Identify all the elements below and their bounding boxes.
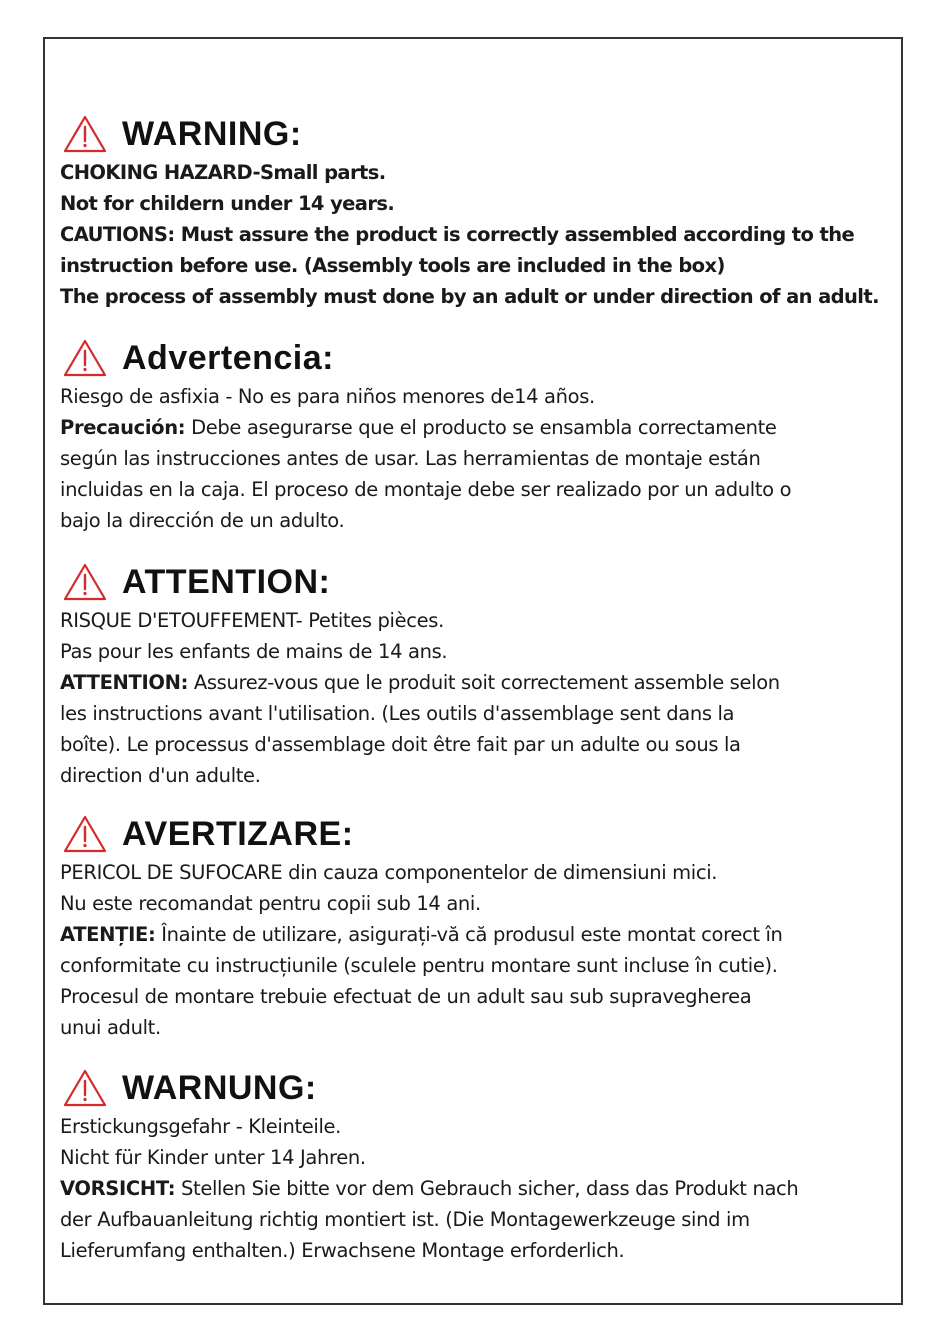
warning-triangle-icon bbox=[62, 338, 108, 378]
section-title: WARNING: bbox=[122, 114, 302, 153]
text-line: boîte). Le processus d'assemblage doit être fait par un adulte ou sous la bbox=[60, 733, 741, 756]
section-heading bbox=[60, 337, 900, 379]
warning-triangle-icon bbox=[62, 1068, 108, 1108]
section-title: WARNUNG: bbox=[122, 1068, 317, 1107]
text-line: Not for childern under 14 years. bbox=[60, 192, 395, 215]
section-heading bbox=[60, 113, 900, 155]
caution-text: Stellen Sie bitte vor dem Gebrauch sicher, dass das Produkt nach bbox=[175, 1177, 799, 1200]
caution-text: Debe asegurarse que el producto se ensambla correctamente bbox=[185, 416, 777, 439]
text-line: Nu este recomandat pentru copii sub 14 ani. bbox=[60, 892, 481, 915]
warning-section-english bbox=[60, 113, 900, 312]
text-line bbox=[60, 919, 900, 950]
warning-triangle-icon bbox=[62, 562, 108, 602]
text-line: les instructions avant l'utilisation. (Les outils d'assemblage sent dans la bbox=[60, 702, 735, 725]
warning-triangle-icon bbox=[62, 814, 108, 854]
caution-label: Precaución: bbox=[60, 416, 186, 439]
text-line: Nicht für Kinder unter 14 Jahren. bbox=[60, 1146, 366, 1169]
text-line: PERICOL DE SUFOCARE din cauza componentelor de dimensiuni mici. bbox=[60, 861, 718, 884]
text-line: RISQUE D'ETOUFFEMENT- Petites pièces. bbox=[60, 609, 444, 632]
text-line: instruction before use. (Assembly tools are included in the box) bbox=[60, 254, 725, 277]
text-line: CHOKING HAZARD-Small parts. bbox=[60, 161, 386, 184]
text-line: unui adult. bbox=[60, 1016, 161, 1039]
caution-label: VORSICHT: bbox=[60, 1177, 176, 1200]
text-line: The process of assembly must done by an adult or under direction of an adult. bbox=[60, 285, 879, 308]
warning-section-romanian bbox=[60, 813, 900, 1043]
warning-section-french bbox=[60, 561, 900, 791]
section-title: ATTENTION: bbox=[122, 562, 331, 601]
warning-section-german bbox=[60, 1067, 900, 1266]
text-line: der Aufbauanleitung richtig montiert ist. (Die Montagewerkzeuge sind im bbox=[60, 1208, 750, 1231]
section-heading bbox=[60, 561, 900, 603]
text-line: CAUTIONS: Must assure the product is correctly assembled according to the bbox=[60, 223, 855, 246]
warning-triangle-icon bbox=[62, 114, 108, 154]
text-line bbox=[60, 1173, 900, 1204]
text-line: según las instrucciones antes de usar. Las herramientas de montaje están bbox=[60, 447, 761, 470]
text-line bbox=[60, 667, 900, 698]
text-line: Pas pour les enfants de mains de 14 ans. bbox=[60, 640, 448, 663]
section-heading bbox=[60, 813, 900, 855]
text-line: Procesul de montare trebuie efectuat de un adult sau sub supravegherea bbox=[60, 985, 752, 1008]
text-line bbox=[60, 412, 900, 443]
text-line: incluidas en la caja. El proceso de montaje debe ser realizado por un adulto o bbox=[60, 478, 792, 501]
text-line: direction d'un adulte. bbox=[60, 764, 261, 787]
text-line: Lieferumfang enthalten.) Erwachsene Montage erforderlich. bbox=[60, 1239, 625, 1262]
text-line: conformitate cu instrucțiunile (sculele pentru montare sunt incluse în cutie). bbox=[60, 954, 778, 977]
section-title: Advertencia: bbox=[122, 338, 334, 377]
caution-label: ATTENTION: bbox=[60, 671, 189, 694]
caution-label: ATENȚIE: bbox=[60, 923, 156, 946]
section-heading bbox=[60, 1067, 900, 1109]
section-title: AVERTIZARE: bbox=[122, 814, 354, 853]
text-line: Riesgo de asfixia - No es para niños menores de14 años. bbox=[60, 385, 595, 408]
text-line: Erstickungsgefahr - Kleinteile. bbox=[60, 1115, 342, 1138]
caution-text: Înainte de utilizare, asigurați-vă că produsul este montat corect în bbox=[155, 923, 783, 946]
text-line: bajo la dirección de un adulto. bbox=[60, 509, 345, 532]
caution-text: Assurez-vous que le produit soit correctement assemble selon bbox=[188, 671, 780, 694]
warning-section-spanish bbox=[60, 337, 900, 536]
